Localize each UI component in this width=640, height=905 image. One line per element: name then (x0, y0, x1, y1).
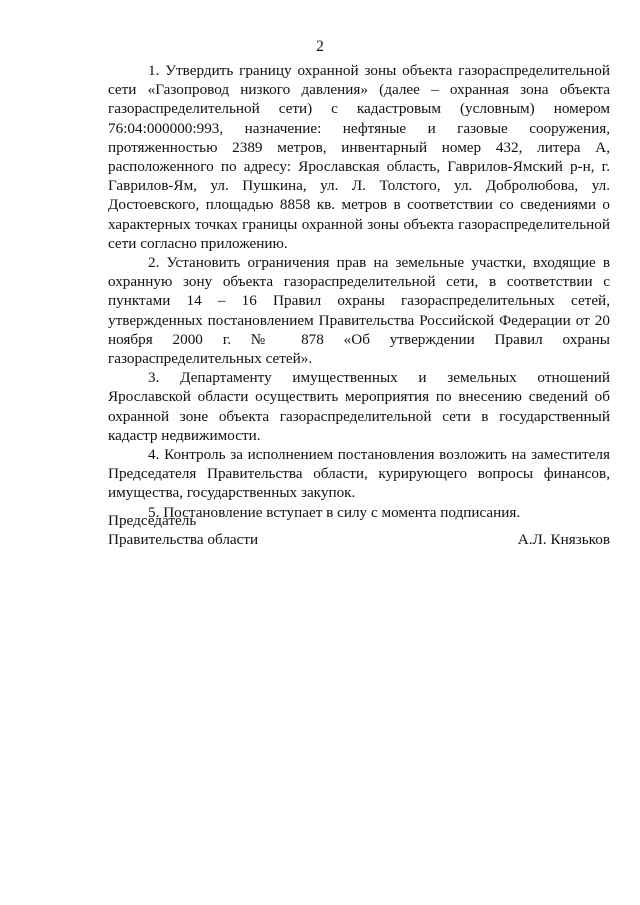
signature-row (108, 530, 610, 549)
signature-block (108, 511, 610, 549)
document-body (108, 61, 610, 522)
signatory-title-line1: Председатель (108, 512, 197, 529)
signatory-name: А.Л. Князьков (517, 531, 610, 549)
signatory-title-line2: Правительства области (108, 531, 259, 549)
paragraph-1: 1. Утвердить границу охранной зоны объекта газораспределительной сети «Газопровод низкого давления» (далее – охранная зона объекта газораспределительной сети) с кадастровым (условным) номером 76:04:000000:993, назначение: нефтяные и газовые сооружения, протяженностью 2389 метров, инвентарный номер 432, литера А, расположенного по адресу: Ярославская область, Гаврилов-Ямский р-н, г. Гаврилов-Ям, ул. Пушкина, ул. Л. Толстого, ул. Добролюбова, ул. Достоевского, площадью 8858 кв. метров в соответствии со сведениями о характерных точках границы охранной зоны объекта газораспределительной сети согласно приложению. (108, 62, 610, 252)
paragraph-3: 3. Департаменту имущественных и земельных отношений Ярославской области осуществить мероприятия по внесению сведений об охранной зоне объекта газораспределительной сети в государственный кадастр недвижимости. (108, 369, 610, 444)
paragraph-2: 2. Установить ограничения прав на земельные участки, входящие в охранную зону объекта газораспределительной сети, в соответствии с пунктами 14 – 16 Правил охраны газораспределительных сетей, утвержденных постановлением Правительства Российской Федерации от 20 ноября 2000 г. № 878 «Об утверждении Правил охраны газораспределительных сетей». (108, 254, 610, 368)
paragraph-4: 4. Контроль за исполнением постановления возложить на заместителя Председателя Правительства области, курирующего вопросы финансов, имущества, государственных закупок. (108, 446, 610, 502)
page-number: 2 (316, 38, 324, 55)
paragraph-5: 5. Постановление вступает в силу с момента подписания. (148, 503, 521, 521)
